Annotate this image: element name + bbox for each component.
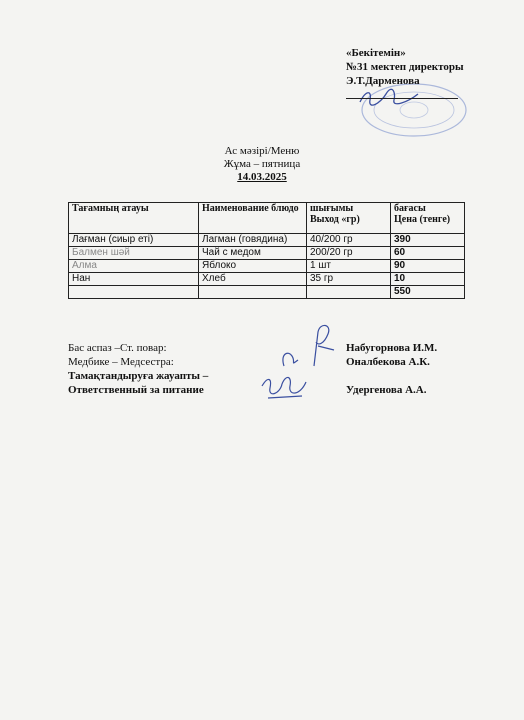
total-empty-cell [69, 286, 199, 299]
header-yield-ru: Выход «гр) [310, 214, 360, 225]
dish-name-ru: Яблоко [199, 260, 307, 273]
dish-price: 10 [391, 273, 465, 286]
header-price-kz: бағасы [394, 203, 426, 214]
dish-name-ru: Хлеб [199, 273, 307, 286]
dish-name-kz: Балмен шәй [69, 247, 199, 260]
names-spacer [346, 369, 437, 383]
approval-director-name: Э.Т.Дарменова [346, 75, 420, 87]
menu-heading [0, 145, 524, 184]
dish-name-kz: Алма [69, 260, 199, 273]
table-row [69, 247, 465, 260]
table-row [69, 260, 465, 273]
total-empty-cell [307, 286, 391, 299]
header-name-kz: Тағамның атауы [69, 203, 199, 234]
dish-price: 60 [391, 247, 465, 260]
menu-date: 14.03.2025 [237, 171, 287, 183]
total-price: 550 [391, 286, 465, 299]
dish-name-ru: Лагман (говядина) [199, 234, 307, 247]
total-empty-cell [199, 286, 307, 299]
header-name-ru: Наименование блюдо [199, 203, 307, 234]
menu-day: Жұма – пятница [223, 158, 301, 170]
header-price [391, 203, 465, 234]
header-yield-kz: шығымы [310, 203, 354, 214]
cook-name: Набугорнова И.М. [346, 342, 438, 354]
responsible-signature [258, 366, 318, 406]
responsible-name: Удергенова А.А. [346, 384, 427, 396]
table-row [69, 234, 465, 247]
header-yield [307, 203, 391, 234]
approval-title: «Бекітемін» [346, 47, 406, 59]
staff-labels [68, 341, 208, 397]
dish-name-kz: Лағман (сиыр еті) [69, 234, 199, 247]
cook-label: Бас аспаз –Ст. повар: [68, 342, 167, 354]
table-total-row [69, 286, 465, 299]
staff-names [346, 341, 437, 397]
dish-name-kz: Нан [69, 273, 199, 286]
table-header-row [69, 203, 465, 234]
header-price-ru: Цена (тенге) [394, 214, 451, 225]
dish-name-ru: Чай с медом [199, 247, 307, 260]
signature-line [346, 88, 458, 99]
nurse-label: Медбике – Медсестра: [68, 356, 174, 368]
responsible-label-ru: Ответственный за питание [68, 384, 204, 396]
dish-yield: 200/20 гр [307, 247, 391, 260]
nurse-signature [262, 320, 342, 370]
approval-position: №31 мектеп директоры [346, 61, 464, 73]
menu-title: Ас мәзірі/Меню [224, 145, 300, 157]
nurse-name: Оналбекова А.К. [346, 356, 430, 368]
table-row [69, 273, 465, 286]
approval-block [346, 46, 464, 99]
dish-yield: 35 гр [307, 273, 391, 286]
dish-price: 390 [391, 234, 465, 247]
responsible-label-kz: Тамақтандыруға жауапты – [68, 370, 209, 382]
dish-yield: 40/200 гр [307, 234, 391, 247]
dish-yield: 1 шт [307, 260, 391, 273]
menu-table [68, 202, 465, 299]
dish-price: 90 [391, 260, 465, 273]
